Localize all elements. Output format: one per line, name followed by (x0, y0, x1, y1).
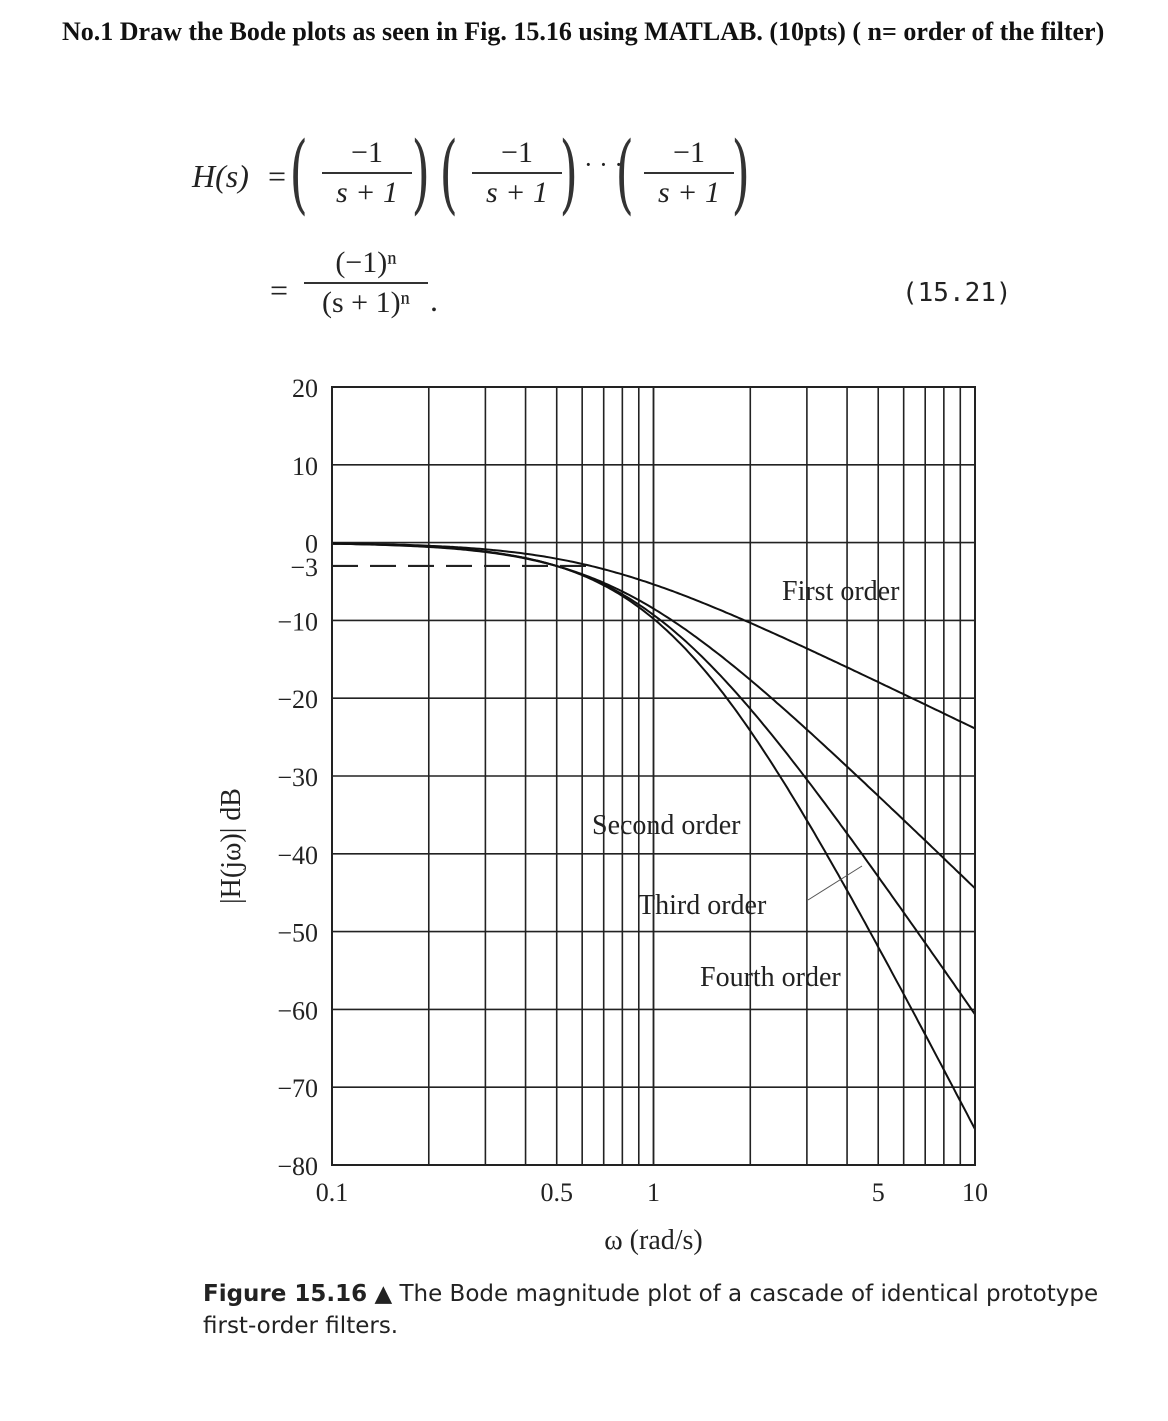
equation-equals: = (268, 158, 287, 194)
right-paren: ) (411, 124, 431, 224)
y-tick-label: −80 (277, 1152, 318, 1181)
fraction-power-numerator: (−1)ⁿ (335, 246, 397, 279)
equation-lhs: H(s) (192, 158, 249, 194)
ellipsis: · · · (584, 150, 623, 179)
y-tick-label: 0 (305, 529, 318, 559)
equation-equals-2: = (270, 272, 289, 308)
problem-statement: No.1 Draw the Bode plots as seen in Fig. 15.16 using MATLAB. (10pts) ( n= order of the filter) (62, 17, 1105, 46)
equation-period: . (430, 282, 438, 318)
series-label-order-3: Third order (638, 890, 767, 921)
figure-number: Figure 15.16 (203, 1281, 368, 1307)
triangle-icon: ▲ (374, 1281, 393, 1307)
x-tick-label: 1 (647, 1178, 660, 1207)
x-axis-label: ω (rad/s) (604, 1225, 703, 1256)
y-tick-label: −70 (277, 1074, 318, 1104)
y-tick-label: 10 (292, 451, 318, 481)
x-tick-label: 0.5 (540, 1178, 573, 1207)
left-paren: ( (439, 124, 459, 224)
fraction-2-numerator: −1 (501, 136, 533, 169)
y-tick-label: −40 (277, 840, 318, 870)
series-label-order-2: Second order (592, 810, 741, 841)
series-label-order-4: Fourth order (700, 962, 841, 993)
x-tick-label: 0.1 (315, 1178, 349, 1207)
y-tick-label: −10 (277, 607, 318, 637)
third-order-pointer-line (808, 866, 862, 900)
left-paren: ( (615, 124, 635, 224)
fraction-power-denominator: (s + 1)ⁿ (321, 286, 411, 319)
y-tick-label: −50 (277, 918, 318, 948)
caption-text: The Bode magnitude plot of a cascade of identical prototype first-order filters. (203, 1281, 1099, 1339)
left-paren: ( (289, 124, 309, 224)
fraction-1-denominator: s + 1 (336, 176, 398, 209)
right-paren: ) (731, 124, 751, 224)
y-tick-label: −3 (290, 552, 318, 582)
fraction-1-numerator: −1 (351, 136, 383, 169)
figure-caption (203, 1278, 1103, 1342)
x-tick-label: 10 (962, 1178, 988, 1207)
fraction-2-denominator: s + 1 (486, 176, 548, 209)
y-tick-label: −30 (277, 763, 318, 792)
y-tick-label: −60 (277, 996, 318, 1026)
right-paren: ) (559, 124, 579, 224)
x-tick-label: 5 (871, 1178, 885, 1207)
y-axis-label: |H(jω)| dB (216, 788, 247, 904)
series-label-order-1: First order (782, 576, 900, 607)
y-tick-label: 20 (292, 374, 318, 403)
fraction-3-denominator: s + 1 (658, 176, 720, 209)
fraction-3-numerator: −1 (673, 136, 705, 169)
y-tick-label: −20 (277, 685, 318, 715)
equation-number: (15.21) (902, 278, 1012, 308)
